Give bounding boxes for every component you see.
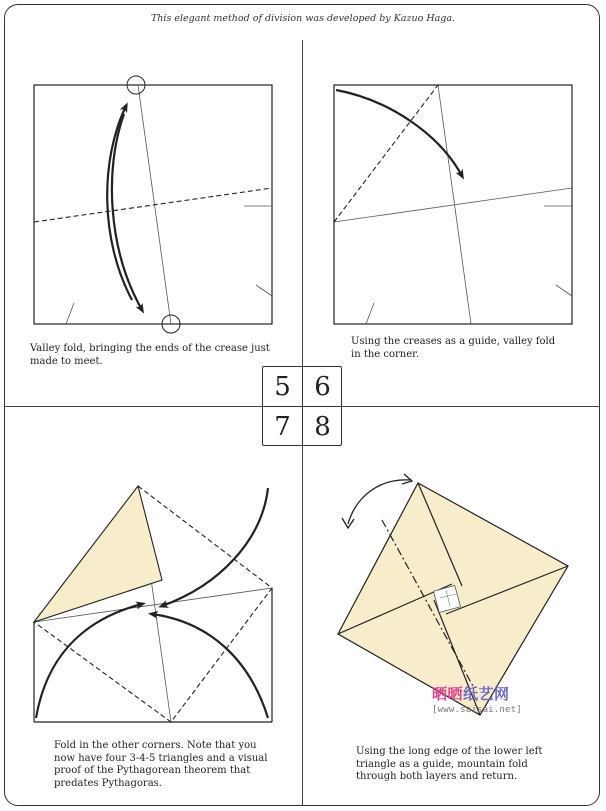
- step-number-6: 6: [314, 371, 331, 402]
- step5-caption: Valley fold, bringing the ends of the crease just made to meet.: [30, 343, 270, 367]
- step-number-7: 7: [274, 411, 291, 442]
- watermark-url: [www.saisai.net]: [432, 705, 522, 715]
- step-number-5: 5: [274, 371, 291, 402]
- step8-caption: Using the long edge of the lower left triangle as a guide, mountain fold through both layers and return.: [356, 746, 543, 782]
- page-header: This elegant method of division was developed by Kazuo Haga.: [150, 13, 456, 24]
- step7-caption: Fold in the other corners. Note that you now have four 3-4-5 triangles and a visual proof of the Pythagorean theorem that predates Pythagoras.: [54, 740, 268, 789]
- step-number-8: 8: [314, 411, 331, 442]
- step6-caption: Using the creases as a guide, valley fold in the corner.: [351, 336, 556, 360]
- watermark-logo: 晒晒纸艺网: [432, 685, 510, 703]
- watermark: [432, 683, 542, 715]
- step8-square: [338, 474, 568, 715]
